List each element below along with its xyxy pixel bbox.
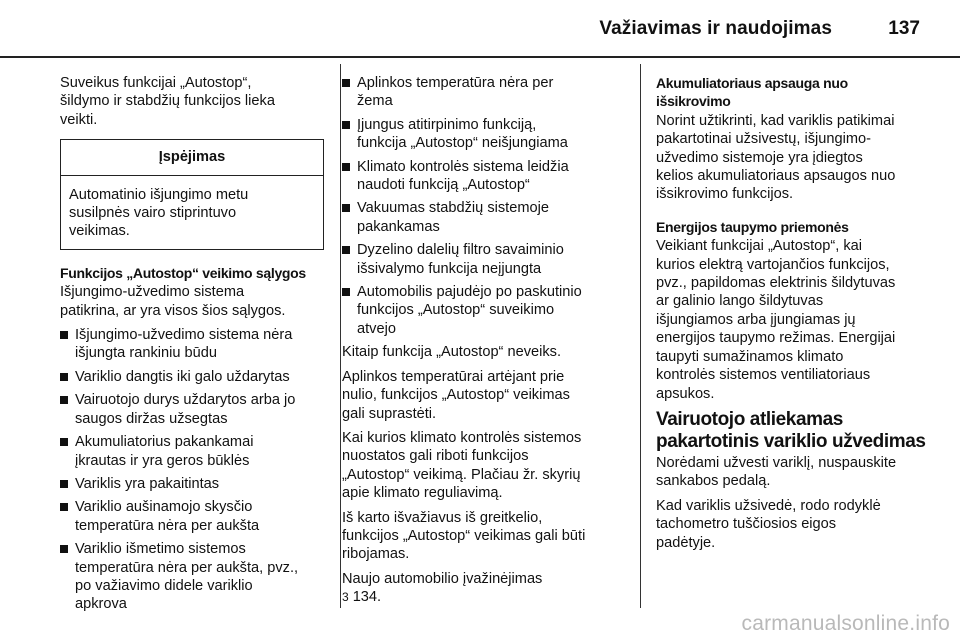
spacer bbox=[656, 210, 928, 218]
column-divider-2 bbox=[640, 64, 641, 608]
column-2 bbox=[342, 74, 625, 613]
list-item-text: Dyzelino dalelių filtro savaiminio išsivalymo funkcija neįjungta bbox=[357, 242, 564, 277]
bullet-icon bbox=[60, 438, 68, 446]
list-item-text: Vairuotojo durys uždarytos arba jo saugos diržas užsegtas bbox=[75, 392, 296, 427]
list-item-text: Aplinkos temperatūra nėra per žema bbox=[357, 75, 554, 110]
restart-paragraph-2: Kad variklis užsivedė, rodo rodyklė tachometro tuščiosios eigos padėtyje. bbox=[656, 497, 881, 551]
warning-title: Įspėjimas bbox=[61, 140, 323, 175]
bullet-icon bbox=[60, 503, 68, 511]
list-item bbox=[60, 540, 324, 614]
energy-text: Veikiant funkcijai „Autostop“, kai kurios elektrą vartojančios funkcijos, pvz., papildomas elektrinis šildytuvas ar galinio lango šildytuvas išjungiamos arba įjungiamas jų energijos taupymo režimas. Energijai taupyti sumažinamos klimato kontrolės sistemos ventiliatoriaus apsukos. bbox=[656, 238, 896, 402]
page-reference-icon: 3 bbox=[342, 590, 349, 605]
bullet-icon bbox=[60, 331, 68, 339]
page-header bbox=[0, 0, 960, 64]
bullet-icon bbox=[342, 288, 350, 296]
list-item bbox=[342, 158, 625, 195]
list-item-text: Variklio aušinamojo skysčio temperatūra nėra per aukšta bbox=[75, 499, 260, 534]
battery-text: Norint užtikrinti, kad variklis patikimai pakartotinai užsivestų, išjungimo- užvedimo sistemoje yra įdiegtos kelios akumuliatoriaus apsaugos nuo išsikrovimo funkcijos. bbox=[656, 112, 896, 203]
conditions-list-1 bbox=[60, 326, 324, 614]
list-item-text: Vakuumas stabdžių sistemoje pakankamas bbox=[357, 200, 549, 235]
watermark: carmanualsonline.info bbox=[741, 612, 950, 635]
list-item-text: Klimato kontrolės sistema leidžia naudoti funkciją „Autostop“ bbox=[357, 158, 569, 194]
paragraph: Kai kurios klimato kontrolės sistemos nuostatos gali riboti funkcijos „Autostop“ veikimą. Plačiau žr. skyrių apie klimato reguliavimą. bbox=[342, 429, 582, 502]
list-item bbox=[342, 283, 625, 338]
restart-paragraph-1: Norėdami užvesti variklį, nuspauskite sankabos pedalą. bbox=[656, 454, 897, 490]
bullet-icon bbox=[342, 204, 350, 212]
list-item bbox=[342, 241, 625, 278]
bullet-icon bbox=[342, 121, 350, 129]
warning-box bbox=[60, 139, 324, 250]
cross-reference[interactable] bbox=[342, 588, 625, 606]
conditions-list-2 bbox=[342, 74, 625, 338]
list-item-text: Išjungimo-užvedimo sistema nėra išjungta rankiniu būdu bbox=[75, 327, 293, 362]
battery-heading: Akumuliatoriaus apsauga nuo išsikrovimo bbox=[656, 75, 848, 110]
list-item bbox=[60, 391, 324, 428]
column-1 bbox=[60, 74, 324, 619]
intro-paragraph: Suveikus funkcijai „Autostop“, šildymo ir stabdžių funkcijos lieka veikti. bbox=[60, 75, 275, 128]
paragraph: Iš karto išvažiavus iš greitkelio, funkcijos „Autostop“ veikimas gali būti ribojamas. bbox=[342, 509, 586, 563]
list-item bbox=[60, 498, 324, 535]
list-item-text: Variklio dangtis iki galo uždarytas bbox=[75, 368, 290, 385]
section-title: Važiavimas ir naudojimas bbox=[599, 18, 832, 39]
bullet-icon bbox=[60, 545, 68, 553]
column-divider-1 bbox=[340, 64, 341, 608]
list-item-text: Variklis yra pakaitintas bbox=[75, 475, 220, 492]
list-item-text: Variklio išmetimo sistemos temperatūra nėra per aukšta, pvz., po važiavimo didele variklio apkrova bbox=[75, 541, 299, 613]
list-item-text: Automobilis pajudėjo po paskutinio funkcijos „Autostop“ suveikimo atvejo bbox=[357, 284, 582, 337]
restart-heading: Vairuotojo atliekamas pakartotinis variklio užvedimas bbox=[656, 408, 926, 452]
cross-reference-page: 134. bbox=[352, 589, 382, 606]
paragraph: Kitaip funkcija „Autostop“ neveiks. bbox=[342, 344, 562, 361]
list-item bbox=[60, 433, 324, 470]
conditions-heading: Funkcijos „Autostop“ veikimo sąlygos bbox=[60, 264, 306, 281]
paragraph: Aplinkos temperatūrai artėjant prie nulio, funkcijos „Autostop“ veikimas gali suprastėti. bbox=[342, 368, 570, 422]
list-item bbox=[342, 116, 625, 153]
energy-heading: Energijos taupymo priemonės bbox=[656, 218, 849, 235]
list-item bbox=[60, 326, 324, 363]
warning-text: Automatinio išjungimo metu susilpnės vairo stiprintuvo veikimas. bbox=[69, 186, 249, 240]
column-3 bbox=[656, 74, 928, 558]
bullet-icon bbox=[60, 373, 68, 381]
bullet-icon bbox=[342, 246, 350, 254]
list-item-text: Akumuliatorius pakankamai įkrautas ir yra geros būklės bbox=[75, 434, 254, 469]
list-item bbox=[342, 74, 625, 111]
bullet-icon bbox=[342, 79, 350, 87]
bullet-icon bbox=[60, 396, 68, 404]
header-divider bbox=[0, 56, 960, 58]
paragraph: Naujo automobilio įvažinėjimas bbox=[342, 570, 543, 587]
list-item bbox=[342, 199, 625, 236]
page-number: 137 bbox=[888, 18, 920, 39]
conditions-intro: Išjungimo-užvedimo sistema patikrina, ar yra visos šios sąlygos. bbox=[60, 284, 286, 319]
bullet-icon bbox=[60, 480, 68, 488]
list-item bbox=[60, 475, 324, 493]
list-item-text: Įjungus atitirpinimo funkciją, funkcija „Autostop“ neišjungiama bbox=[357, 116, 568, 152]
bullet-icon bbox=[342, 163, 350, 171]
list-item bbox=[60, 368, 324, 386]
